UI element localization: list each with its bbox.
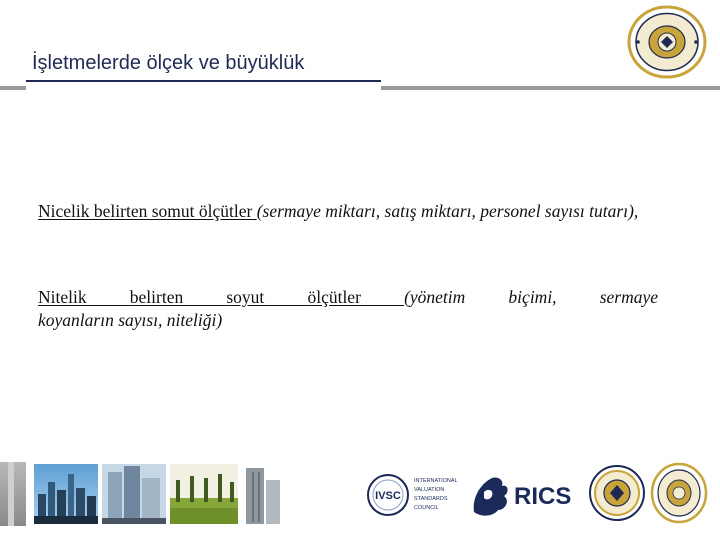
ivsc-line: STANDARDS [414, 496, 448, 502]
ivsc-line: COUNCIL [414, 505, 439, 511]
left-divider-tab [0, 86, 26, 90]
rics-mark: RICS [514, 483, 572, 510]
paragraph-quantitative [38, 200, 658, 223]
university-seal-logo [650, 462, 708, 524]
commemorative-seal-logo [588, 462, 646, 524]
title-underline [26, 80, 381, 82]
header-divider [381, 86, 720, 90]
ivsc-line: INTERNATIONAL [414, 478, 458, 484]
qualitative-line-2: koyanların sayısı, niteliği) [38, 310, 223, 330]
quantitative-criteria-label: Nicelik belirten somut ölçütler [38, 201, 257, 221]
skyscraper-photo [240, 464, 304, 524]
office-towers-photo [102, 464, 166, 524]
page-title: İşletmelerde ölçek ve büyüklük [32, 52, 305, 74]
qualitative-word: Nitelik [38, 287, 130, 307]
countryside-field-photo [170, 464, 238, 524]
footer-gray-tab [0, 462, 26, 526]
ivsc-logo [366, 472, 462, 518]
qualitative-word: ölçütler [307, 287, 405, 307]
rics-logo [468, 470, 580, 520]
qualitative-line-1 [38, 286, 658, 309]
paragraph-qualitative [38, 286, 658, 332]
quantitative-criteria-examples: (sermaye miktarı, satış miktarı, personel sayısı tutarı), [256, 201, 639, 221]
qualitative-word: belirten [129, 287, 227, 307]
city-skyline-photo [34, 464, 98, 524]
ivsc-mark: IVSC [375, 490, 401, 502]
ivsc-line: VALUATION [414, 487, 445, 493]
qualitative-criteria-examples: (yönetim biçimi, sermaye [404, 287, 659, 307]
qualitative-word: soyut [226, 287, 308, 307]
university-seal-logo [626, 4, 708, 80]
